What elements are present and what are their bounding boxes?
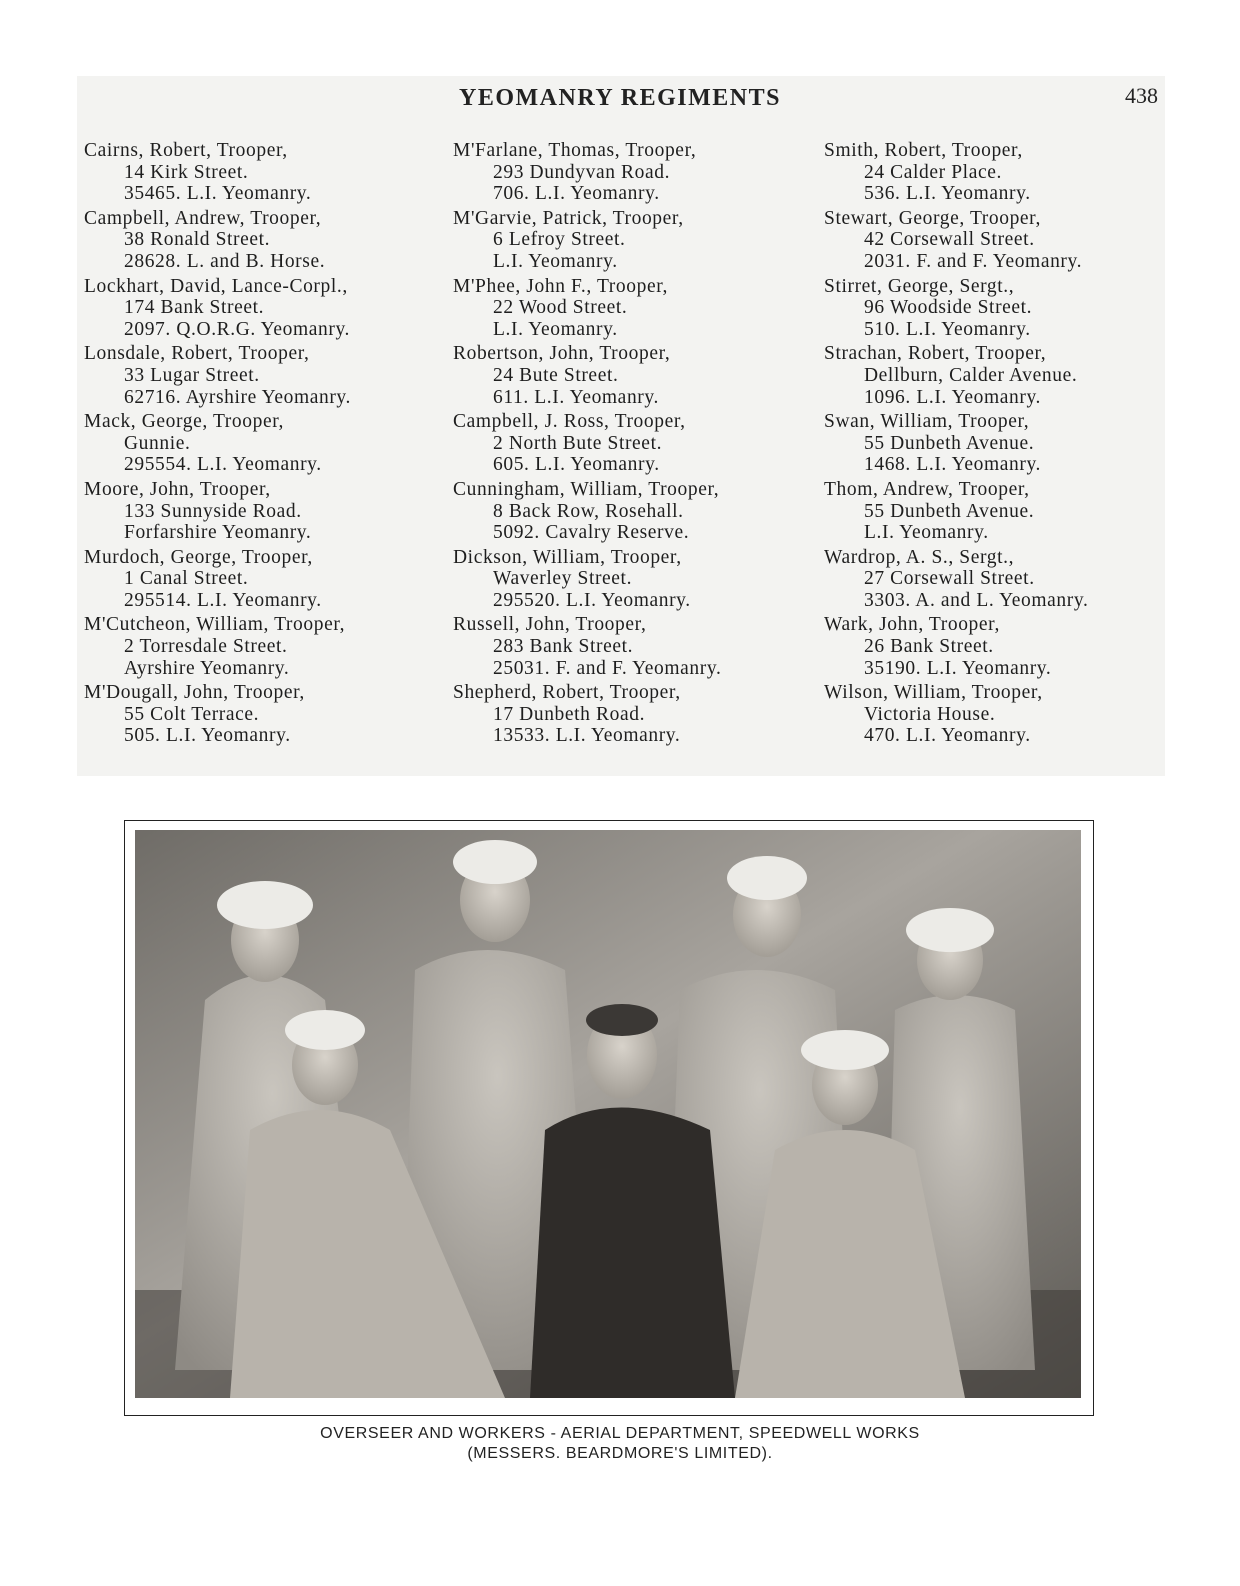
roll-entry xyxy=(84,479,444,544)
roll-entry xyxy=(824,479,1184,544)
entry-name: Swan, William, Trooper, xyxy=(824,411,1030,433)
entry-name: Cairns, Robert, Trooper, xyxy=(84,140,288,161)
entry-name: Wardrop, A. S., Sergt., xyxy=(824,546,1015,568)
entry-name: Moore, John, Trooper, xyxy=(84,478,271,500)
entry-address: Waverley Street. xyxy=(493,568,633,590)
entry-name: Dickson, William, Trooper, xyxy=(453,546,682,568)
entry-address: 38 Ronald Street. xyxy=(124,229,271,251)
entry-unit: 706. L.I. Yeomanry. xyxy=(493,183,660,205)
roll-column-1 xyxy=(84,140,444,750)
entry-unit: 295514. L.I. Yeomanry. xyxy=(124,589,322,611)
entry-unit: 3303. A. and L. Yeomanry. xyxy=(864,589,1089,611)
entry-address: 42 Corsewall Street. xyxy=(864,229,1035,251)
entry-name: Shepherd, Robert, Trooper, xyxy=(453,682,681,704)
roll-entry xyxy=(824,140,1184,205)
photo-frame xyxy=(124,820,1094,1416)
roll-entry xyxy=(824,547,1184,612)
entry-unit: 13533. L.I. Yeomanry. xyxy=(493,725,681,747)
page-number: 438 xyxy=(1125,83,1158,108)
entry-name: Campbell, Andrew, Trooper, xyxy=(84,207,322,229)
entry-name: Lockhart, David, Lance-Corpl., xyxy=(84,275,348,297)
roll-entry xyxy=(84,276,444,341)
roll-entry xyxy=(453,276,813,341)
entry-unit: 62716. Ayrshire Yeomanry. xyxy=(124,386,351,408)
roll-entry xyxy=(453,140,813,205)
entry-name: Stewart, George, Trooper, xyxy=(824,207,1041,229)
entry-address: Gunnie. xyxy=(124,432,191,454)
entry-name: Stirret, George, Sergt., xyxy=(824,275,1015,297)
entry-name: Robertson, John, Trooper, xyxy=(453,343,671,365)
entry-unit: L.I. Yeomanry. xyxy=(493,250,618,272)
entry-unit: 470. L.I. Yeomanry. xyxy=(864,725,1031,747)
entry-address: 2 North Bute Street. xyxy=(493,432,663,454)
roll-entry xyxy=(453,479,813,544)
roll-entry xyxy=(453,682,813,747)
roll-entry xyxy=(84,682,444,747)
roll-entry xyxy=(84,140,444,205)
entry-address: 26 Bank Street. xyxy=(864,636,994,658)
entry-unit: 35465. L.I. Yeomanry. xyxy=(124,183,312,205)
entry-name: M'Garvie, Patrick, Trooper, xyxy=(453,207,684,229)
roll-entry xyxy=(824,682,1184,747)
roll-entry xyxy=(824,614,1184,679)
entry-name: Campbell, J. Ross, Trooper, xyxy=(453,411,686,433)
entry-unit: 295520. L.I. Yeomanry. xyxy=(493,589,691,611)
roll-entry xyxy=(453,547,813,612)
entry-unit: L.I. Yeomanry. xyxy=(864,522,989,544)
entry-address: 24 Bute Street. xyxy=(493,364,619,386)
entry-address: 27 Corsewall Street. xyxy=(864,568,1035,590)
entry-unit: 1468. L.I. Yeomanry. xyxy=(864,454,1042,476)
entry-name: M'Phee, John F., Trooper, xyxy=(453,275,668,297)
roll-entry xyxy=(453,411,813,476)
roll-entry xyxy=(84,411,444,476)
roll-entry xyxy=(84,208,444,273)
roll-entry xyxy=(824,276,1184,341)
entry-name: Wilson, William, Trooper, xyxy=(824,682,1043,704)
entry-address: 8 Back Row, Rosehall. xyxy=(493,500,684,522)
roll-entry xyxy=(453,208,813,273)
roll-column-3 xyxy=(824,140,1184,750)
entry-unit: 1096. L.I. Yeomanry. xyxy=(864,386,1042,408)
group-photograph xyxy=(135,830,1081,1398)
entry-name: M'Dougall, John, Trooper, xyxy=(84,682,305,704)
entry-address: 24 Calder Place. xyxy=(864,161,1002,183)
entry-name: Thom, Andrew, Trooper, xyxy=(824,478,1030,500)
entry-unit: 510. L.I. Yeomanry. xyxy=(864,318,1031,340)
entry-name: Russell, John, Trooper, xyxy=(453,614,647,636)
entry-name: M'Cutcheon, William, Trooper, xyxy=(84,614,346,636)
entry-address: 55 Dunbeth Avenue. xyxy=(864,500,1035,522)
entry-unit: L.I. Yeomanry. xyxy=(493,318,618,340)
photo-caption xyxy=(0,1424,1240,1464)
roll-column-2 xyxy=(453,140,813,750)
entry-address: 22 Wood Street. xyxy=(493,297,628,319)
entry-unit: 35190. L.I. Yeomanry. xyxy=(864,657,1052,679)
roll-entry xyxy=(824,208,1184,273)
entry-address: 33 Lugar Street. xyxy=(124,364,260,386)
entry-address: Victoria House. xyxy=(864,703,996,725)
roll-entry xyxy=(84,343,444,408)
entry-address: 1 Canal Street. xyxy=(124,568,249,590)
entry-unit: 25031. F. and F. Yeomanry. xyxy=(493,657,722,679)
roll-entry xyxy=(824,343,1184,408)
entry-name: Smith, Robert, Trooper, xyxy=(824,140,1023,161)
entry-unit: 505. L.I. Yeomanry. xyxy=(124,725,291,747)
entry-address: 283 Bank Street. xyxy=(493,636,634,658)
entry-address: 55 Dunbeth Avenue. xyxy=(864,432,1035,454)
roll-entry xyxy=(453,343,813,408)
caption-line-2: (MESSERS. BEARDMORE'S LIMITED). xyxy=(467,1445,773,1462)
entry-address: 17 Dunbeth Road. xyxy=(493,703,646,725)
entry-name: Murdoch, George, Trooper, xyxy=(84,546,313,568)
photograph-image xyxy=(135,830,1081,1398)
entry-address: 293 Dundyvan Road. xyxy=(493,161,671,183)
entry-name: Wark, John, Trooper, xyxy=(824,614,1000,636)
roll-entry xyxy=(824,411,1184,476)
entry-address: 174 Bank Street. xyxy=(124,297,265,319)
page-title: YEOMANRY REGIMENTS xyxy=(459,85,781,111)
entry-address: 14 Kirk Street. xyxy=(124,161,249,183)
entry-address: Dellburn, Calder Avenue. xyxy=(864,364,1078,386)
entry-unit: Ayrshire Yeomanry. xyxy=(124,657,290,679)
entry-unit: 611. L.I. Yeomanry. xyxy=(493,386,659,408)
entry-unit: 295554. L.I. Yeomanry. xyxy=(124,454,322,476)
roll-entry xyxy=(453,614,813,679)
roll-entry xyxy=(84,547,444,612)
entry-name: M'Farlane, Thomas, Trooper, xyxy=(453,140,697,161)
entry-unit: 5092. Cavalry Reserve. xyxy=(493,522,690,544)
entry-address: 96 Woodside Street. xyxy=(864,297,1033,319)
entry-unit: 605. L.I. Yeomanry. xyxy=(493,454,660,476)
entry-name: Cunningham, William, Trooper, xyxy=(453,478,720,500)
entry-unit: 2097. Q.O.R.G. Yeomanry. xyxy=(124,318,351,340)
entry-name: Strachan, Robert, Trooper, xyxy=(824,343,1047,365)
caption-line-1: OVERSEER AND WORKERS - AERIAL DEPARTMENT, SPEEDWELL WORKS xyxy=(320,1425,920,1442)
entry-unit: 536. L.I. Yeomanry. xyxy=(864,183,1031,205)
entry-address: 6 Lefroy Street. xyxy=(493,229,626,251)
entry-unit: Forfarshire Yeomanry. xyxy=(124,522,312,544)
roll-entry xyxy=(84,614,444,679)
entry-address: 55 Colt Terrace. xyxy=(124,703,260,725)
entry-address: 133 Sunnyside Road. xyxy=(124,500,302,522)
entry-unit: 2031. F. and F. Yeomanry. xyxy=(864,250,1083,272)
entry-name: Mack, George, Trooper, xyxy=(84,411,284,433)
entry-name: Lonsdale, Robert, Trooper, xyxy=(84,343,310,365)
entry-unit: 28628. L. and B. Horse. xyxy=(124,250,326,272)
entry-address: 2 Torresdale Street. xyxy=(124,636,288,658)
